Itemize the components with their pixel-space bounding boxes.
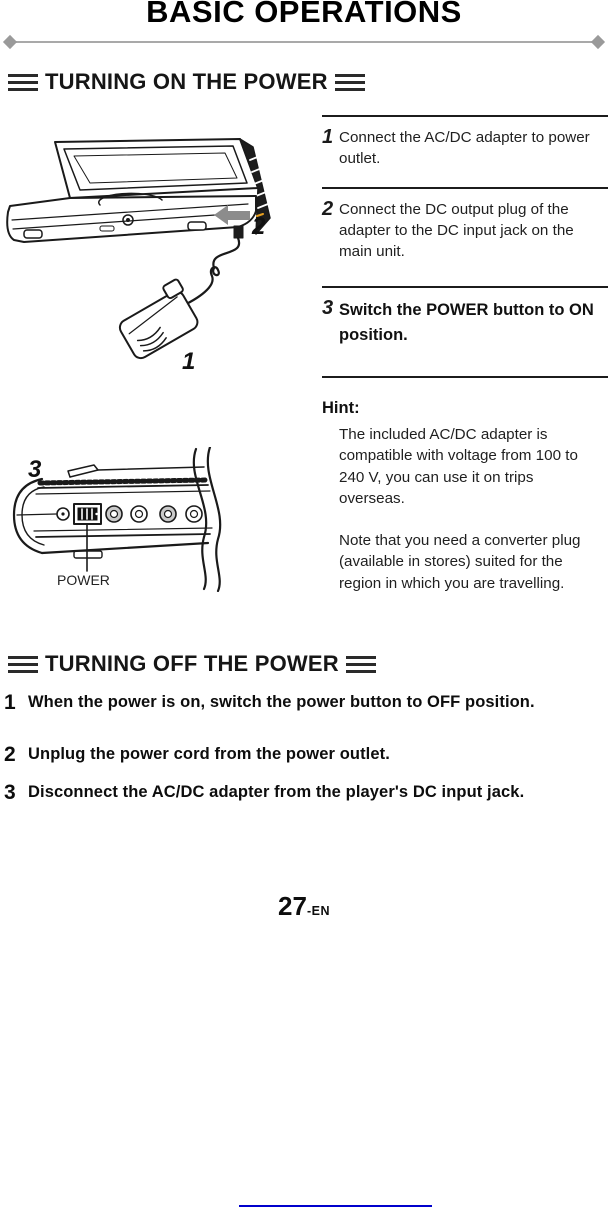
section-heading-off <box>8 651 376 677</box>
step-number: 2 <box>322 198 334 220</box>
hint-paragraph: Note that you need a converter plug (available in stores) suited for the region in which you are travelling. <box>339 532 581 592</box>
step-text: Unplug the power cord from the power outlet. <box>28 745 390 763</box>
page-number-suffix: -EN <box>306 904 330 918</box>
page-number-value: 27 <box>278 891 307 921</box>
step-off-3 <box>4 782 604 803</box>
diamond-icon <box>3 35 17 49</box>
step-number: 3 <box>322 297 334 319</box>
step-text: Connect the DC output plug of the adapter to the DC input jack on the main unit. <box>339 201 574 260</box>
diamond-icon <box>591 35 605 49</box>
step-on-3 <box>322 298 608 348</box>
step-divider <box>322 376 608 378</box>
step-text: Switch the POWER button to ON position. <box>339 301 594 344</box>
page-title: BASIC OPERATIONS <box>146 0 462 29</box>
power-switch-illustration <box>8 447 258 592</box>
section-marker-icon <box>8 74 38 91</box>
hint-label: Hint: <box>322 399 360 417</box>
footer-line <box>239 1205 432 1207</box>
step-number: 3 <box>4 781 16 804</box>
section-marker-icon <box>8 656 38 673</box>
step-on-1 <box>322 127 608 169</box>
step-divider <box>322 115 608 117</box>
step-text: Disconnect the AC/DC adapter from the player's DC input jack. <box>28 783 525 801</box>
section-marker-icon <box>346 656 376 673</box>
step-divider <box>322 286 608 288</box>
section-heading-off-label: TURNING OFF THE POWER <box>45 651 339 676</box>
step-number: 2 <box>4 743 16 766</box>
callout-jack: 2 <box>252 213 266 240</box>
player-connect-illustration <box>0 126 300 382</box>
section-heading-on-label: TURNING ON THE POWER <box>45 69 328 94</box>
callout-adapter: 1 <box>182 348 196 375</box>
step-off-1 <box>4 692 604 713</box>
power-switch-label: POWER <box>57 572 110 588</box>
step-number: 1 <box>4 691 16 714</box>
title-divider <box>12 41 597 43</box>
section-marker-icon <box>335 74 365 91</box>
section-heading-on <box>8 69 365 95</box>
callout-power-switch: 3 <box>28 456 42 483</box>
hint-paragraph: The included AC/DC adapter is compatible with voltage from 100 to 240 V, you can use it on trips overseas. <box>339 426 578 507</box>
step-on-2 <box>322 199 608 262</box>
step-text: When the power is on, switch the power button to OFF position. <box>28 693 535 711</box>
page-number <box>0 891 608 922</box>
step-text: Connect the AC/DC adapter to power outlet. <box>339 129 590 167</box>
step-number: 1 <box>322 126 334 148</box>
step-divider <box>322 187 608 189</box>
step-off-2 <box>4 744 604 765</box>
